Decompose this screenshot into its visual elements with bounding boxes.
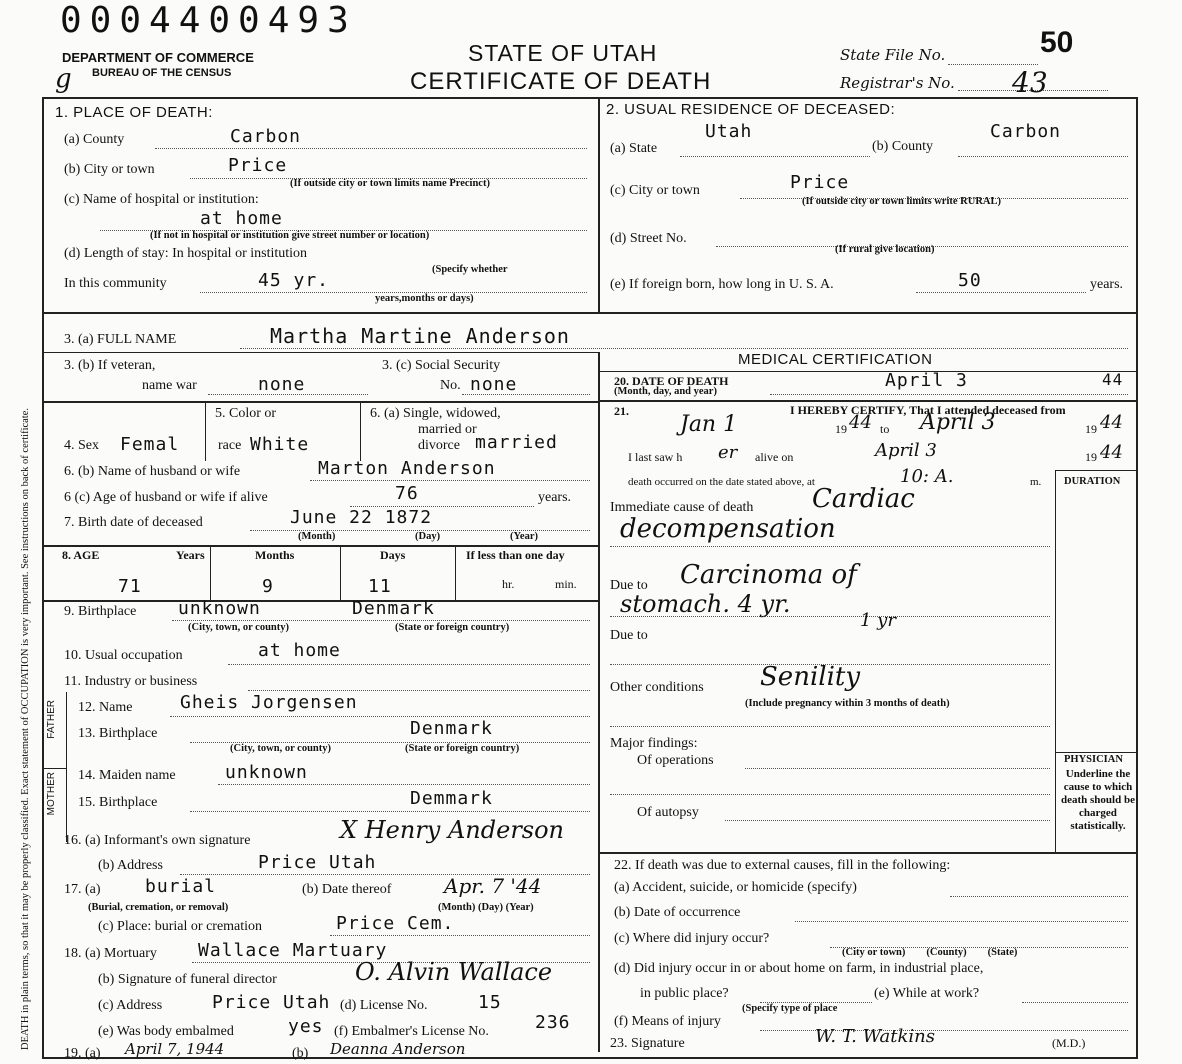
- registrar-signature: Deanna Anderson: [330, 1040, 466, 1058]
- home-farm-label: (d) Did injury occur in or about home on farm, in industrial place,: [614, 961, 984, 976]
- license-label: (d) License No.: [340, 998, 428, 1013]
- last-saw-date: April 3: [875, 440, 937, 461]
- to-label: to: [880, 422, 890, 436]
- month-label: (Month): [298, 531, 336, 542]
- color-label: 5. Color or: [215, 406, 277, 421]
- res-city: Price: [790, 172, 850, 193]
- age-years: 71: [118, 576, 142, 597]
- certificate-title: CERTIFICATE OF DEATH: [410, 68, 712, 95]
- immediate-cause-2: decompensation: [620, 514, 836, 544]
- age-years-label: Years: [176, 548, 205, 562]
- burial-label: 17. (a): [64, 882, 101, 897]
- occupation-value: at home: [258, 640, 341, 661]
- father-birth-label: 13. Birthplace: [78, 726, 158, 741]
- certify-text: I HEREBY CERTIFY, That I attended deceased from: [790, 403, 1066, 417]
- age-less-label: If less than one day: [466, 548, 565, 562]
- year-label: (Year): [510, 531, 538, 542]
- birth-date: June 22 1872: [290, 507, 433, 528]
- occurred-label: death occurred on the date stated above, at: [628, 476, 815, 488]
- due-to-1-label: Due to: [610, 578, 648, 593]
- industry-label: 11. Industry or business: [64, 674, 198, 689]
- mortuary-addr-label: (c) Address: [98, 998, 163, 1013]
- last-saw-label: I last saw h: [628, 450, 683, 464]
- immediate-cause: Cardiac: [812, 484, 915, 514]
- death-date: April 3: [885, 370, 968, 391]
- ss-no-label: No.: [440, 378, 461, 393]
- death-county: Carbon: [230, 126, 302, 147]
- ss-value: none: [470, 374, 518, 395]
- informant-addr-label: (b) Address: [98, 858, 163, 873]
- state-title: STATE OF UTAH: [468, 40, 658, 66]
- years-label: years.: [1090, 277, 1124, 292]
- certificate-frame: [42, 97, 1138, 1059]
- age-months-label: Months: [255, 548, 295, 562]
- md-label: (M.D.): [1052, 1036, 1086, 1050]
- marital-label-2: married or: [418, 422, 477, 437]
- spouse-years-label: years.: [538, 490, 572, 505]
- mortuary-address: Price Utah: [212, 992, 331, 1013]
- means-label: (f) Means of injury: [614, 1014, 721, 1029]
- full-name: Martha Martine Anderson: [270, 324, 570, 348]
- father-birthplace: Denmark: [410, 718, 493, 739]
- physician-heading: PHYSICIAN: [1064, 754, 1123, 765]
- maiden-label: 14. Maiden name: [78, 768, 176, 783]
- birth-country-note: (State or foreign country): [395, 622, 510, 633]
- other-conditions: Senility: [760, 662, 861, 692]
- operations-label: Of operations: [637, 753, 714, 768]
- accident-label: (a) Accident, suicide, or homicide (specify): [614, 880, 857, 895]
- specify-note-2: years,months or days): [375, 293, 474, 304]
- city-note: (If outside city or town limits name Precinct): [290, 178, 490, 189]
- race-label: race: [218, 438, 242, 453]
- death-time: 10: A.: [900, 466, 954, 487]
- res-city-note: (If outside city or town limits write RURAL): [802, 196, 1001, 207]
- county-label: (a) County: [64, 132, 125, 147]
- street-note: (If rural give location): [835, 244, 935, 255]
- at-work-label: (e) While at work?: [874, 986, 980, 1001]
- burial-place: Price Cem.: [336, 913, 455, 934]
- burial-note: (Burial, cremation, or removal): [88, 902, 229, 913]
- medical-heading: MEDICAL CERTIFICATION: [738, 351, 933, 368]
- res-state-label: (a) State: [610, 141, 658, 156]
- age-months: 9: [262, 576, 274, 597]
- registrar-sig-label: (b): [292, 1046, 309, 1061]
- hospital-note: (If not in hospital or institution give street number or location): [150, 230, 430, 241]
- death-hospital: at home: [200, 208, 283, 229]
- registrar-label: Registrar's No.: [840, 74, 955, 92]
- ss-label: 3. (c) Social Security: [382, 358, 501, 373]
- signature-label: 23. Signature: [610, 1036, 685, 1051]
- informant-address: Price Utah: [258, 852, 377, 873]
- marital-value: married: [475, 432, 558, 453]
- license-number: 15: [478, 992, 502, 1013]
- mother-side-label: MOTHER: [46, 772, 57, 816]
- birthplace-city: unknown: [178, 598, 261, 619]
- mother-birth-label: 15. Birthplace: [78, 795, 158, 810]
- embalmer-license: 236: [535, 1012, 571, 1033]
- filed-date: April 7, 1944: [125, 1040, 225, 1058]
- burial-date: Apr. 7 '44: [444, 874, 542, 898]
- public-place-label: in public place?: [640, 986, 729, 1001]
- physician-signature: W. T. Watkins: [815, 1026, 935, 1047]
- res-state: Utah: [705, 121, 753, 142]
- certificate-serial: 0004400493: [60, 0, 357, 41]
- res-county-label: (b) County: [872, 139, 934, 154]
- injury-where-note: (City or town) (County) (State): [842, 947, 1018, 958]
- informant-signature: X Henry Anderson: [340, 816, 565, 844]
- father-country-note: (State or foreign country): [405, 743, 520, 754]
- registrar-number: 43: [1012, 66, 1048, 99]
- marital-label-3: divorce: [418, 438, 460, 453]
- from-year: 44: [849, 412, 872, 433]
- embalmed-value: yes: [288, 1016, 324, 1037]
- embalmer-label: (f) Embalmer's License No.: [334, 1024, 489, 1039]
- specify-note: (Specify whether: [432, 264, 508, 275]
- burial-place-label: (c) Place: burial or cremation: [98, 919, 263, 934]
- mortuary-name: Wallace Martuary: [198, 940, 388, 961]
- age-min: min.: [555, 577, 577, 591]
- informant-sig-label: 16. (a) Informant's own signature: [64, 833, 251, 848]
- filed-label: 19. (a): [64, 1046, 101, 1061]
- sex-label: 4. Sex: [64, 438, 99, 453]
- father-name: Gheis Jorgensen: [180, 692, 358, 713]
- place-type-note: (Specify type of place: [742, 1003, 838, 1014]
- spouse-name: Marton Anderson: [318, 458, 496, 479]
- side-instructions: DEATH in plain terms, so that it may be properly classified. Exact statement of OCCUPATION is very important. See instructions on back of certificate.: [20, 407, 31, 1050]
- street-label: (d) Street No.: [610, 231, 687, 246]
- last-saw-pronoun: er: [718, 442, 738, 463]
- occurrence-label: (b) Date of occurrence: [614, 905, 741, 920]
- death-date-note: (Month, day, and year): [614, 386, 717, 397]
- mother-birthplace: Demmark: [410, 788, 493, 809]
- community-stay: 45 yr.: [258, 270, 330, 291]
- external-heading: 22. If death was due to external causes, fill in the following:: [614, 858, 951, 873]
- birthplace-country: Denmark: [352, 598, 435, 619]
- physician-note: Underline the cause to which death should be charged statistically.: [1061, 768, 1135, 832]
- war-label: name war: [142, 378, 197, 393]
- handwritten-mark: g: [55, 64, 72, 94]
- residence-heading: 2. USUAL RESIDENCE OF DECEASED:: [606, 101, 896, 118]
- mother-maiden-name: unknown: [225, 762, 308, 783]
- other-label: Other conditions: [610, 680, 704, 695]
- duration-label: DURATION: [1064, 476, 1121, 487]
- age-label: 8. AGE: [62, 548, 100, 562]
- department-label: DEPARTMENT OF COMMERCE: [62, 50, 254, 65]
- foreign-label: (e) If foreign born, how long in U. S. A.: [610, 277, 834, 292]
- birth-city-note: (City, town, or county): [188, 622, 290, 633]
- autopsy-label: Of autopsy: [637, 805, 699, 820]
- attended-from: Jan 1: [680, 412, 738, 437]
- race-value: White: [250, 434, 310, 455]
- director-signature: O. Alvin Wallace: [355, 958, 553, 986]
- time-m: m.: [1030, 476, 1042, 488]
- city-label: (b) City or town: [64, 162, 155, 177]
- age-days-label: Days: [380, 548, 406, 562]
- to-year: 44: [1100, 412, 1123, 433]
- due-to-2-label: Due to: [610, 628, 648, 643]
- spouse-label: 6. (b) Name of husband or wife: [64, 464, 241, 479]
- cert-number: 21.: [614, 404, 629, 418]
- res-city-label: (c) City or town: [610, 183, 700, 198]
- immediate-label: Immediate cause of death: [610, 500, 754, 515]
- bureau-label: BUREAU OF THE CENSUS: [92, 67, 232, 79]
- marital-label: 6. (a) Single, widowed,: [370, 406, 501, 421]
- father-name-label: 12. Name: [78, 700, 133, 715]
- last-year-19: 19: [1085, 450, 1097, 464]
- veteran-label: 3. (b) If veteran,: [64, 358, 156, 373]
- major-label: Major findings:: [610, 736, 698, 751]
- father-city-note: (City, town, or county): [230, 743, 332, 754]
- due-to-1b: stomach. 4 yr.: [620, 590, 791, 618]
- from-year-19: 19: [835, 422, 847, 436]
- community-label: In this community: [64, 276, 167, 291]
- place-of-death-heading: 1. PLACE OF DEATH:: [55, 104, 213, 121]
- full-name-label: 3. (a) FULL NAME: [64, 332, 177, 347]
- mortuary-label: 18. (a) Mortuary: [64, 946, 157, 961]
- death-date-label: 20. DATE OF DEATH: [614, 374, 729, 388]
- sex-value: Femal: [120, 434, 180, 455]
- burial-date-note: (Month) (Day) (Year): [438, 902, 534, 913]
- res-county: Carbon: [990, 121, 1062, 142]
- spouse-age-label: 6 (c) Age of husband or wife if alive: [64, 490, 268, 505]
- age-hr: hr.: [502, 577, 515, 591]
- death-city: Price: [228, 155, 288, 176]
- death-year: 44: [1102, 370, 1124, 389]
- hospital-label: (c) Name of hospital or institution:: [64, 192, 259, 207]
- years-in-usa: 50: [958, 270, 982, 291]
- state-file-number: 50: [1040, 26, 1074, 59]
- burial-value: burial: [145, 876, 217, 897]
- due-to-1: Carcinoma of: [680, 560, 857, 590]
- last-saw-year: 44: [1100, 442, 1123, 463]
- injury-where-label: (c) Where did injury occur?: [614, 931, 770, 946]
- spouse-age: 76: [395, 483, 419, 504]
- state-file-label: State File No.: [840, 46, 946, 64]
- attended-to: April 3: [920, 410, 996, 435]
- due-to-2: 1 yr: [860, 610, 896, 631]
- alive-on-label: alive on: [755, 450, 794, 464]
- birth-label: 7. Birth date of deceased: [64, 515, 203, 530]
- other-note: (Include pregnancy within 3 months of death): [745, 698, 950, 709]
- day-label: (Day): [415, 531, 441, 542]
- war-value: none: [258, 374, 306, 395]
- to-year-19: 19: [1085, 422, 1097, 436]
- stay-label: (d) Length of stay: In hospital or institution: [64, 246, 308, 261]
- embalmed-label: (e) Was body embalmed: [98, 1024, 234, 1039]
- birthplace-label: 9. Birthplace: [64, 604, 137, 619]
- occupation-label: 10. Usual occupation: [64, 648, 183, 663]
- burial-date-label: (b) Date thereof: [302, 882, 392, 897]
- father-side-label: FATHER: [46, 700, 57, 739]
- age-days: 11: [368, 576, 392, 597]
- director-label: (b) Signature of funeral director: [98, 972, 277, 987]
